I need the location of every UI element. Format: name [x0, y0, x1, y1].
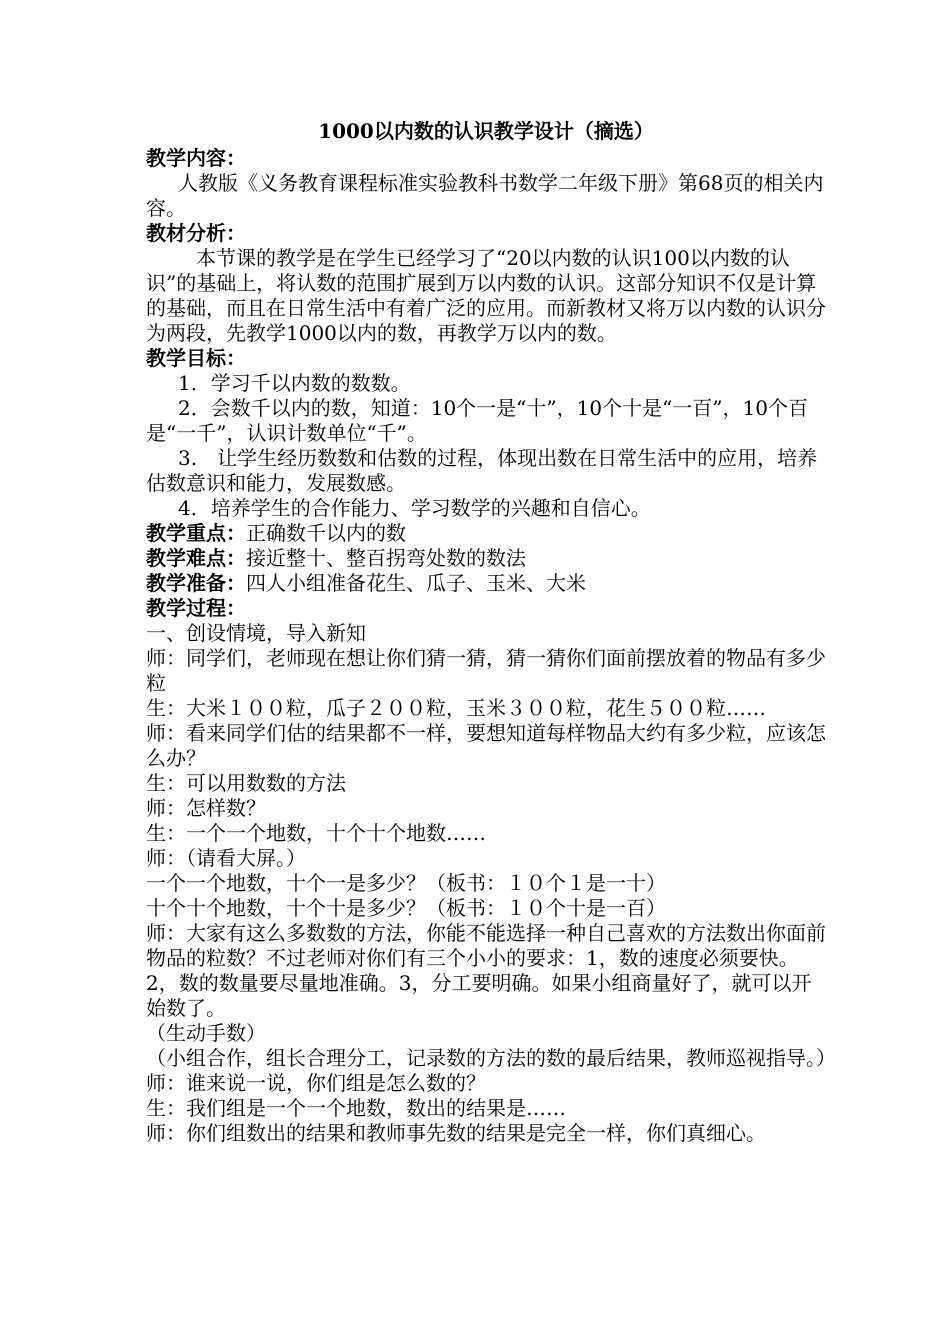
analysis-heading: 教材分析：	[146, 221, 246, 245]
process-line: 师：谁来说一说，你们组是怎么数的？	[146, 1071, 486, 1095]
key-point-text: 正确数千以内的数	[246, 521, 406, 545]
goal-item: 2．会数千以内的数，知道：10个一是“十”，10个十是“一百”，10个百是“一千”，认识计数单位“千”。	[146, 396, 808, 445]
content-text: 人教版《义务教育课程标准实验教科书数学二年级下册》第68页的相关内容。	[146, 171, 824, 220]
goal-item: 1．学习千以内数的数数。	[178, 371, 411, 395]
process-line: （小组合作，组长合理分工，记录数的方法的数的最后结果，教师巡视指导。）	[146, 1046, 836, 1070]
process-line: 一个一个地数，十个一是多少？（板书：１０个１是一十）	[146, 871, 666, 895]
process-line: 一、创设情境，导入新知	[146, 621, 366, 645]
process-line: 师：（请看大屏。）	[146, 846, 306, 870]
difficulty-text: 接近整十、整百拐弯处数的数法	[246, 546, 526, 570]
key-point-label: 教学重点：	[146, 521, 246, 545]
process-line: 生：一个一个地数，十个十个地数……	[146, 821, 486, 845]
content-heading: 教学内容：	[146, 146, 246, 170]
process-line: 师：怎样数？	[146, 796, 266, 820]
process-line: 生：我们组是一个一个地数，数出的结果是……	[146, 1096, 566, 1120]
page-title: 1000以内数的认识教学设计（摘选）	[318, 119, 654, 143]
preparation-text: 四人小组准备花生、瓜子、玉米、大米	[246, 571, 586, 595]
preparation-row	[146, 571, 826, 596]
process-line: 师：同学们，老师现在想让你们猜一猜，猜一猜你们面前摆放着的物品有多少粒	[146, 646, 826, 695]
preparation-label: 教学准备：	[146, 571, 246, 595]
process-line: 十个十个地数，十个十是多少？（板书：１０个十是一百）	[146, 896, 666, 920]
goal-item: 4．培养学生的合作能力、学习数学的兴趣和自信心。	[178, 496, 651, 520]
process-line: 生：可以用数数的方法	[146, 771, 346, 795]
difficulty-row	[146, 546, 826, 571]
process-line: 生：大米１００粒，瓜子２００粒，玉米３００粒，花生５００粒……	[146, 696, 766, 720]
goals-heading: 教学目标：	[146, 346, 246, 370]
key-point-row	[146, 521, 826, 546]
process-heading: 教学过程：	[146, 596, 246, 620]
difficulty-label: 教学难点：	[146, 546, 246, 570]
goal-item: 3. 让学生经历数数和估数的过程，体现出数在日常生活中的应用，培养估数意识和能力，发展数感。	[146, 446, 818, 495]
document-page	[146, 119, 836, 1146]
process-line: 师：你们组数出的结果和教师事先数的结果是完全一样，你们真细心。	[146, 1121, 766, 1145]
process-line: 师：大家有这么多数数的方法，你能不能选择一种自己喜欢的方法数出你面前物品的粒数？不过老师对你们有三个小小的要求：1，数的速度必须要快。2，数的数量要尽量地准确。3，分工要明确。如果小组商量好了，就可以开始数了。	[146, 921, 826, 1020]
process-line: 师：看来同学们估的结果都不一样，要想知道每样物品大约有多少粒，应该怎么办？	[146, 721, 826, 770]
analysis-text: 本节课的教学是在学生已经学习了“20以内数的认识100以内数的认识”的基础上，将认数的范围扩展到万以内数的认识。这部分知识不仅是计算的基础，而且在日常生活中有着广泛的应用。而新教材又将万以内数的认识分为两段，先教学1000以内的数，再教学万以内的数。	[146, 246, 826, 345]
process-line: （生动手数）	[146, 1021, 266, 1045]
